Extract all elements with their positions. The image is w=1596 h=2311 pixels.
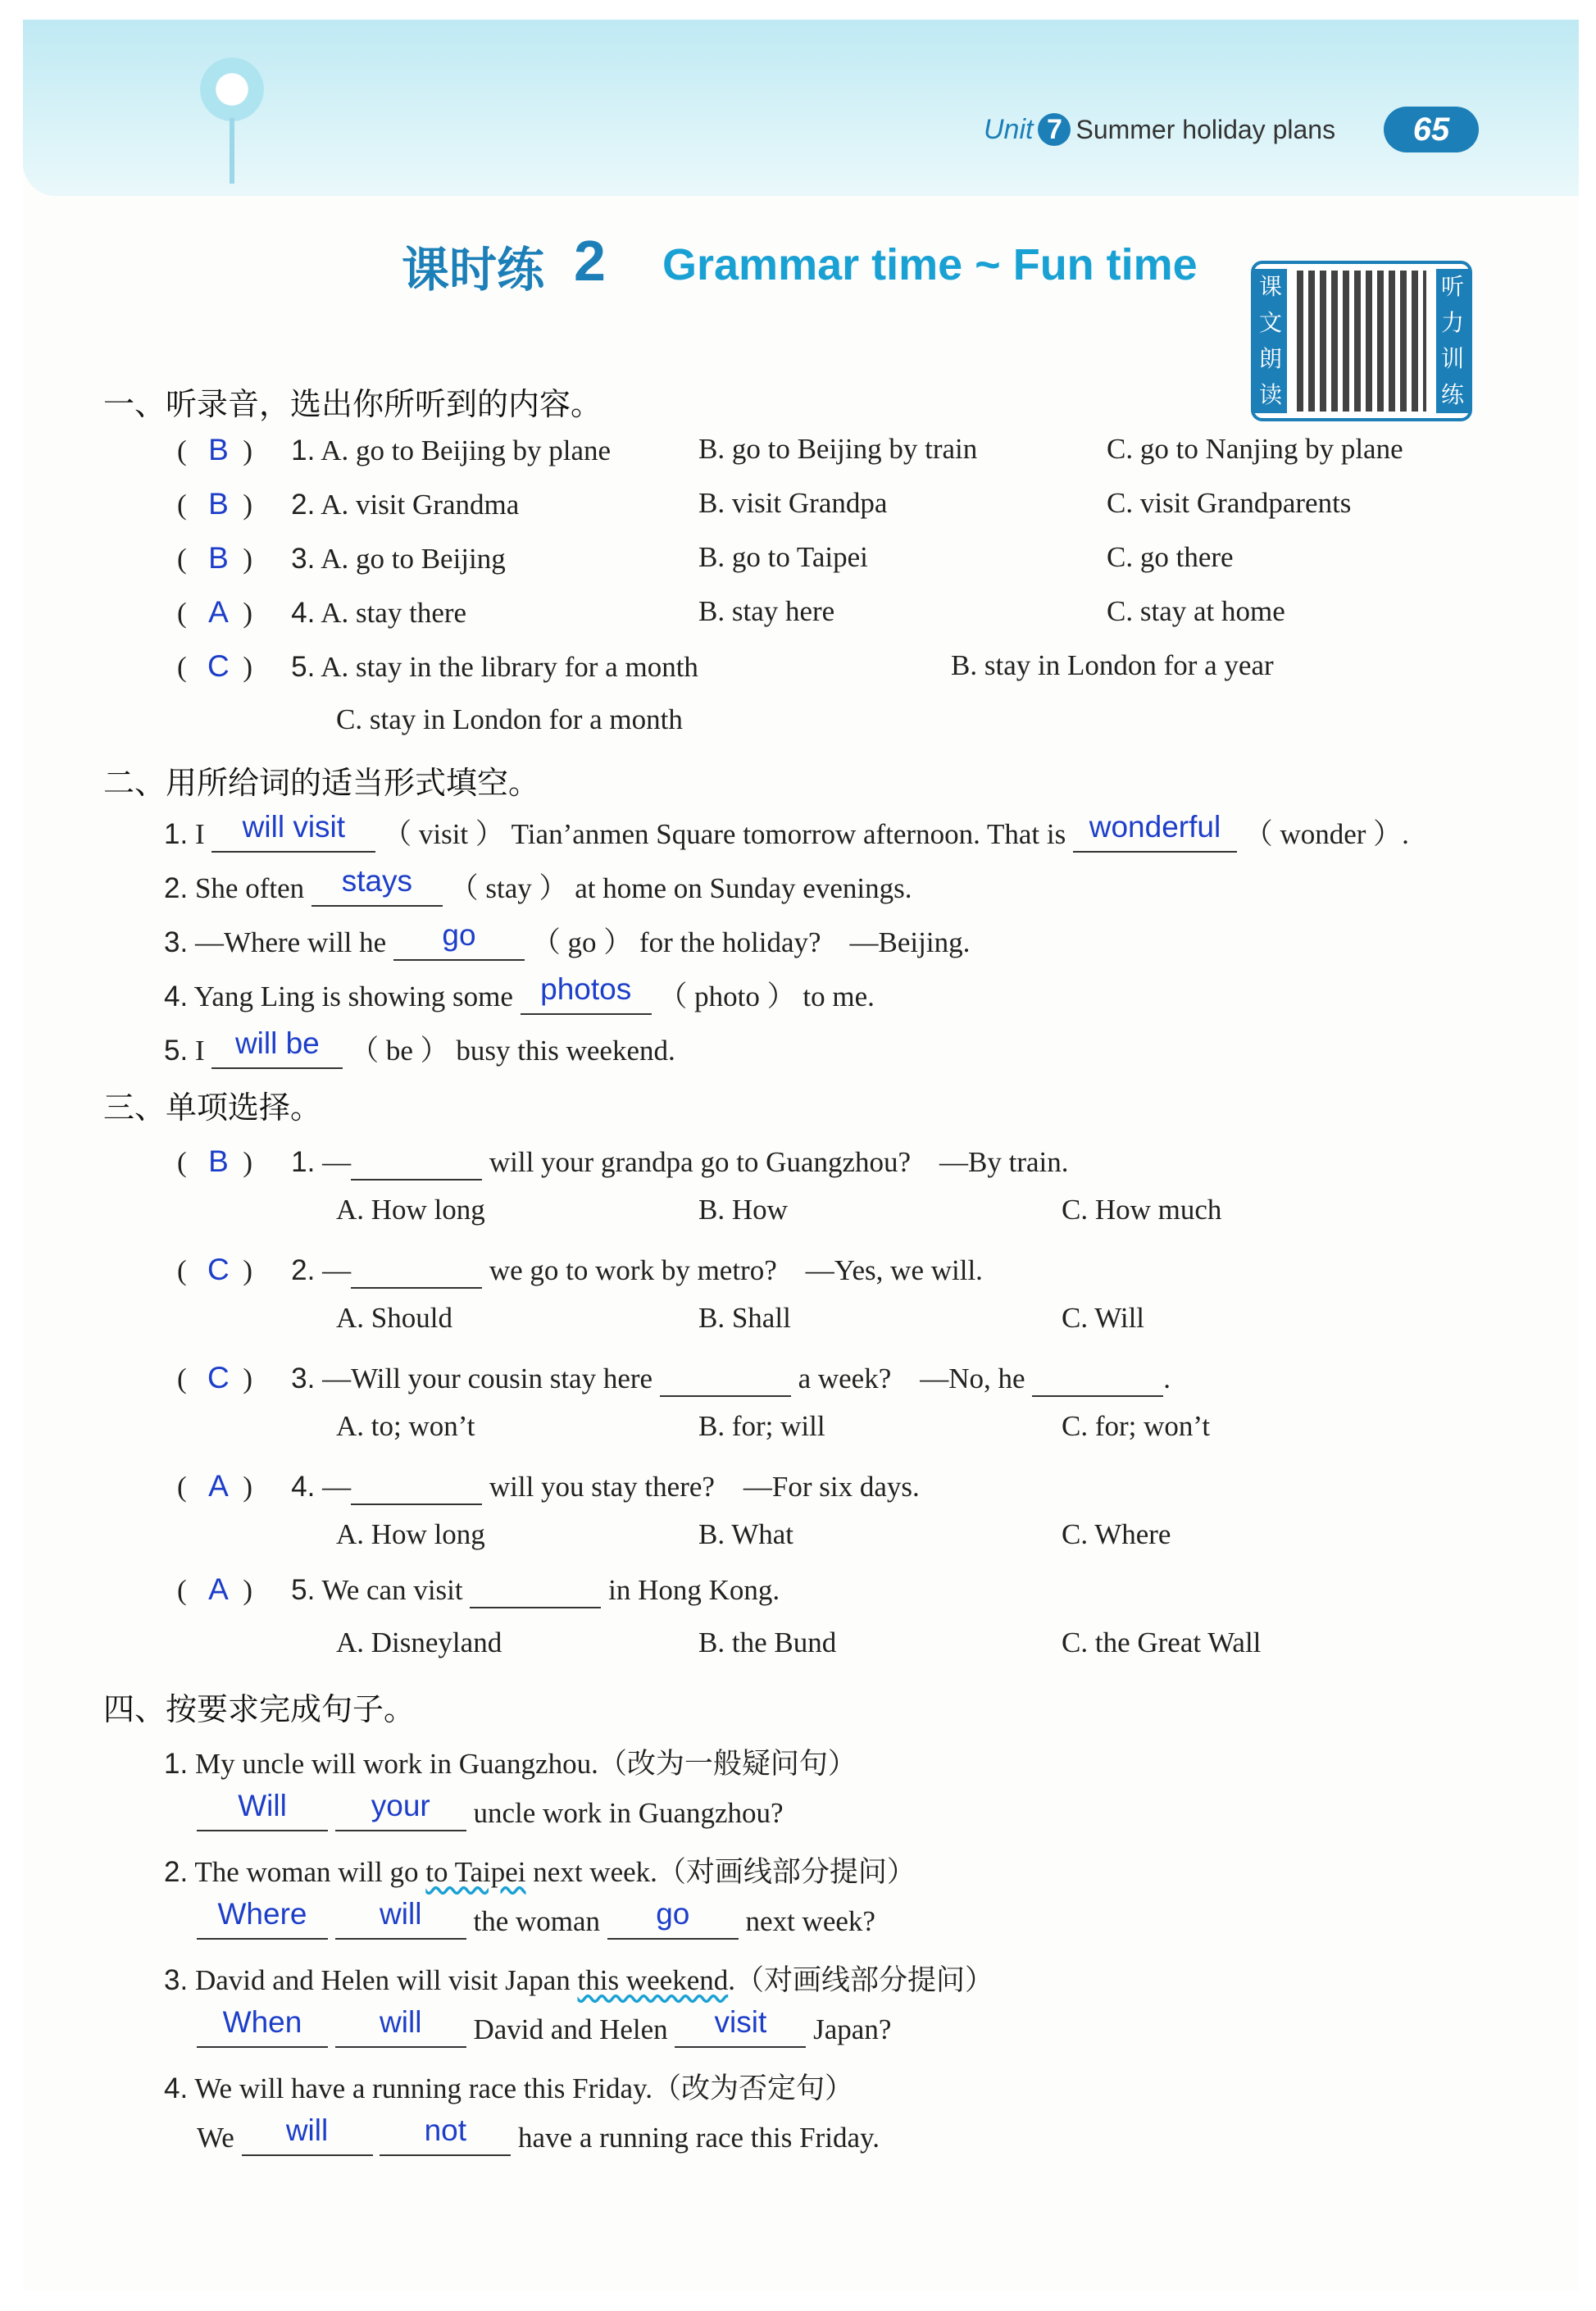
answer-choice: B xyxy=(208,541,229,575)
answer-text: not xyxy=(424,2113,466,2147)
option-b: B. for; will xyxy=(698,1410,825,1442)
listening-item: ( A ) 4. A. stay there xyxy=(177,595,467,629)
option-a: A. to; won’t xyxy=(336,1410,475,1442)
hint: （ be ） xyxy=(350,1035,449,1067)
option-c: C. Where xyxy=(1062,1518,1171,1550)
item-number: 3. xyxy=(291,1362,316,1394)
text: to me. xyxy=(803,980,875,1012)
text: We can visit xyxy=(321,1574,463,1606)
answer-text: stays xyxy=(341,864,413,898)
answer-choice: B xyxy=(208,487,229,521)
rewrite-item xyxy=(164,1741,857,1782)
answer-blank[interactable] xyxy=(675,2005,806,2048)
hint: （ photo ） xyxy=(658,980,796,1012)
text: have a running race this Friday. xyxy=(518,2122,880,2154)
flower-decoration-icon xyxy=(195,52,269,126)
unit-label xyxy=(984,113,1335,146)
answer-blank[interactable] xyxy=(380,2113,511,2156)
answer-text: will xyxy=(380,1897,422,1931)
option-b: B. go to Beijing by train xyxy=(698,433,978,465)
underlined-phrase: to Taipei xyxy=(425,1856,526,1888)
unit-title: Summer holiday plans xyxy=(1075,115,1336,144)
option-a: A. How long xyxy=(336,1194,485,1226)
item-number: 4. xyxy=(164,2072,189,2104)
text: I xyxy=(194,818,205,850)
item-number: 3. xyxy=(164,926,189,958)
option-b: B. What xyxy=(698,1518,794,1550)
answer-blank[interactable] xyxy=(351,1146,482,1181)
option-b: B. How xyxy=(698,1194,788,1226)
answer-text: will visit xyxy=(242,810,346,844)
answer-choice: B xyxy=(208,1144,229,1178)
text: She often xyxy=(194,872,305,904)
text: David and Helen will visit Japan xyxy=(194,1964,571,1996)
requirement: （对画线部分提问） xyxy=(734,1964,994,1997)
section-2-title: 二、用所给词的适当形式填空。 xyxy=(103,765,540,801)
qr-label-left xyxy=(1254,269,1287,413)
answer-blank[interactable] xyxy=(393,918,525,961)
item-number: 1. xyxy=(291,434,316,466)
answer-text: wonderful xyxy=(1089,810,1221,844)
fill-blank-item xyxy=(164,812,1409,853)
text: . xyxy=(728,1964,735,1996)
rewrite-item xyxy=(164,2066,853,2107)
listening-item: ( B ) 1. A. go to Beijing by plane xyxy=(177,433,612,466)
listening-item: ( C ) 5. A. stay in the library for a month xyxy=(177,649,698,683)
text: the woman xyxy=(473,1905,601,1937)
option-b: B. the Bund xyxy=(698,1626,837,1658)
mc-question: ( A ) 5. We can visit in Hong Kong. xyxy=(177,1572,780,1608)
text: next week. xyxy=(533,1856,657,1888)
answer-text: go xyxy=(656,1897,690,1931)
option-b: B. go to Taipei xyxy=(698,541,868,573)
text: Yang Ling is showing some xyxy=(193,980,513,1012)
answer-blank[interactable] xyxy=(470,1574,601,1608)
fill-blank-item xyxy=(164,866,912,907)
text: David and Helen xyxy=(473,2013,668,2045)
fill-blank-item xyxy=(164,974,875,1015)
answer-text: your xyxy=(371,1789,430,1822)
item-number: 2. xyxy=(164,872,189,904)
option-a: A. Disneyland xyxy=(336,1626,502,1658)
answer-text: go xyxy=(442,918,476,952)
item-number: 4. xyxy=(291,597,316,629)
answer-blank[interactable] xyxy=(521,972,652,1015)
option-a: A. go to Beijing xyxy=(321,543,506,575)
qr-right-char: 训 xyxy=(1440,345,1464,372)
underlined-phrase: this weekend xyxy=(577,1964,729,1996)
option-a: A. stay in the library for a month xyxy=(321,651,698,683)
text: for the holiday? —Beijing. xyxy=(639,926,971,958)
text: I xyxy=(194,1035,205,1067)
unit-word: Unit xyxy=(984,114,1034,145)
qr-left-char: 课 xyxy=(1258,273,1282,300)
answer-choice: A xyxy=(208,1572,229,1606)
fill-blank-item xyxy=(164,920,970,961)
option-c: C. for; won’t xyxy=(1062,1410,1211,1442)
section-4-title: 四、按要求完成句子。 xyxy=(103,1691,416,1727)
answer-blank[interactable] xyxy=(660,1362,791,1397)
answer-text: visit xyxy=(714,2005,767,2039)
qr-left-char: 文 xyxy=(1258,309,1282,336)
item-number: 4. xyxy=(164,980,189,1012)
option-a: A. How long xyxy=(336,1518,485,1550)
text: We xyxy=(197,2122,234,2154)
text: will you stay there? —For six days. xyxy=(489,1471,920,1503)
rewrite-answer xyxy=(197,2005,892,2048)
option-a: A. visit Grandma xyxy=(321,489,520,521)
option-b: B. visit Grandpa xyxy=(698,487,888,519)
text: will your grandpa go to Guangzhou? —By train. xyxy=(489,1146,1069,1178)
option-a: A. Should xyxy=(336,1302,452,1334)
text: a week? —No, he xyxy=(798,1362,1025,1394)
item-number: 2. xyxy=(291,1254,316,1286)
fill-blank-item xyxy=(164,1028,675,1069)
text: — xyxy=(322,1254,352,1286)
requirement: （对画线部分提问） xyxy=(657,1856,916,1889)
qr-code-icon[interactable] xyxy=(1297,271,1426,412)
text: uncle work in Guangzhou? xyxy=(473,1797,784,1829)
listening-item: ( B ) 3. A. go to Beijing xyxy=(177,541,506,575)
answer-blank[interactable] xyxy=(335,1897,466,1940)
page-header xyxy=(23,20,1579,196)
answer-text: Will xyxy=(238,1789,287,1822)
text: in Hong Kong. xyxy=(608,1574,780,1606)
item-number: 2. xyxy=(291,489,316,521)
text: — xyxy=(322,1146,352,1178)
text: —Will your cousin stay here xyxy=(322,1362,653,1394)
answer-blank[interactable] xyxy=(351,1471,482,1505)
qr-right-char: 力 xyxy=(1440,309,1464,336)
answer-choice: C xyxy=(207,1361,230,1394)
page-number: 65 xyxy=(1384,107,1479,152)
item-number: 1. xyxy=(164,818,189,850)
answer-text: will xyxy=(380,2005,422,2039)
text: . xyxy=(1163,1362,1171,1394)
lesson-title-en: Grammar time ~ Fun time xyxy=(662,240,1198,289)
answer-blank[interactable] xyxy=(197,1789,328,1831)
item-number: 2. xyxy=(164,1856,189,1888)
option-a: A. go to Beijing by plane xyxy=(321,434,612,466)
flower-stem-decoration xyxy=(230,118,234,184)
rewrite-answer xyxy=(197,1789,784,1831)
text: We will have a running race this Friday. xyxy=(194,2072,652,2104)
hint: （ go ） xyxy=(531,926,633,958)
unit-number: 7 xyxy=(1038,113,1071,146)
lesson-number: 2 xyxy=(574,229,606,293)
answer-blank[interactable] xyxy=(211,810,375,853)
qr-left-char: 朗 xyxy=(1258,345,1282,372)
rewrite-answer xyxy=(197,2113,880,2156)
text: The woman will go xyxy=(194,1856,419,1888)
qr-code-panel[interactable] xyxy=(1251,261,1472,421)
rewrite-item xyxy=(164,1958,994,1999)
answer-blank[interactable] xyxy=(335,2005,466,2048)
qr-right-char: 练 xyxy=(1440,381,1464,408)
option-c: C. go there xyxy=(1107,541,1234,573)
option-a: A. stay there xyxy=(321,597,467,629)
option-c: C. go to Nanjing by plane xyxy=(1107,433,1403,465)
hint: （ stay ） xyxy=(449,872,568,904)
option-c: C. stay in London for a month xyxy=(336,703,683,735)
mc-question: ( A ) 4. — will you stay there? —For six days. xyxy=(177,1464,920,1505)
answer-choice: A xyxy=(208,1469,229,1503)
option-c: C. Will xyxy=(1062,1302,1145,1334)
answer-blank[interactable] xyxy=(1032,1362,1163,1397)
listening-item: ( B ) 2. A. visit Grandma xyxy=(177,487,520,521)
answer-blank[interactable] xyxy=(351,1254,482,1289)
item-number: 1. xyxy=(291,1146,316,1178)
answer-blank[interactable] xyxy=(211,1026,343,1069)
text: Japan? xyxy=(813,2013,892,2045)
answer-blank[interactable] xyxy=(242,2113,373,2156)
mc-question: ( B ) 1. — will your grandpa go to Guangzhou? —By train. xyxy=(177,1140,1069,1181)
answer-blank[interactable] xyxy=(335,1789,466,1831)
lesson-title-zh: 课时练 xyxy=(402,242,545,298)
answer-text: will be xyxy=(234,1026,320,1060)
section-3-title: 三、单项选择。 xyxy=(103,1090,322,1126)
mc-question: ( C ) 3. —Will your cousin stay here a week? —No, he . xyxy=(177,1356,1171,1397)
item-number: 4. xyxy=(291,1471,316,1503)
hint: （ wonder ）. xyxy=(1244,818,1409,850)
option-c: C. the Great Wall xyxy=(1062,1626,1262,1658)
text: busy this weekend. xyxy=(456,1035,675,1067)
text: —Where will he xyxy=(194,926,387,958)
qr-label-right xyxy=(1436,269,1469,413)
text: next week? xyxy=(745,1905,875,1937)
requirement: （改为一般疑问句） xyxy=(598,1748,857,1781)
item-number: 3. xyxy=(164,1964,189,1996)
item-number: 5. xyxy=(164,1035,189,1067)
answer-blank[interactable] xyxy=(607,1897,739,1940)
item-number: 5. xyxy=(291,1574,316,1606)
option-c: C. visit Grandparents xyxy=(1107,487,1352,519)
option-b: B. Shall xyxy=(698,1302,791,1334)
rewrite-answer xyxy=(197,1897,875,1940)
text: Tian’anmen Square tomorrow afternoon. That is xyxy=(511,818,1066,850)
item-number: 1. xyxy=(164,1748,189,1780)
option-c: C. stay at home xyxy=(1107,595,1285,627)
answer-blank[interactable] xyxy=(311,864,443,907)
text: My uncle will work in Guangzhou. xyxy=(194,1748,598,1780)
answer-choice: A xyxy=(208,595,229,629)
item-number: 3. xyxy=(291,543,316,575)
item-number: 5. xyxy=(291,651,316,683)
answer-text: When xyxy=(222,2005,302,2039)
option-b: B. stay here xyxy=(698,595,835,627)
text: at home on Sunday evenings. xyxy=(575,872,912,904)
answer-choice: C xyxy=(207,649,230,683)
section-1-title: 一、听录音，选出你所听到的内容。 xyxy=(103,386,602,422)
answer-blank[interactable] xyxy=(1073,810,1237,853)
answer-choice: C xyxy=(207,1253,230,1286)
requirement: （改为否定句） xyxy=(652,2072,853,2105)
mc-question: ( C ) 2. — we go to work by metro? —Yes, we will. xyxy=(177,1248,983,1289)
option-b: B. stay in London for a year xyxy=(951,649,1274,681)
answer-text: will xyxy=(285,2113,329,2147)
hint: （ visit ） xyxy=(383,818,504,850)
qr-right-char: 听 xyxy=(1440,273,1464,300)
answer-blank[interactable] xyxy=(197,2005,328,2048)
qr-left-char: 读 xyxy=(1258,381,1282,408)
answer-text: Where xyxy=(217,1897,307,1931)
text: we go to work by metro? —Yes, we will. xyxy=(489,1254,983,1286)
answer-choice: B xyxy=(208,433,229,466)
answer-text: photos xyxy=(540,972,632,1006)
answer-blank[interactable] xyxy=(197,1897,328,1940)
rewrite-item xyxy=(164,1849,916,1890)
text: — xyxy=(322,1471,352,1503)
option-c: C. How much xyxy=(1062,1194,1222,1226)
